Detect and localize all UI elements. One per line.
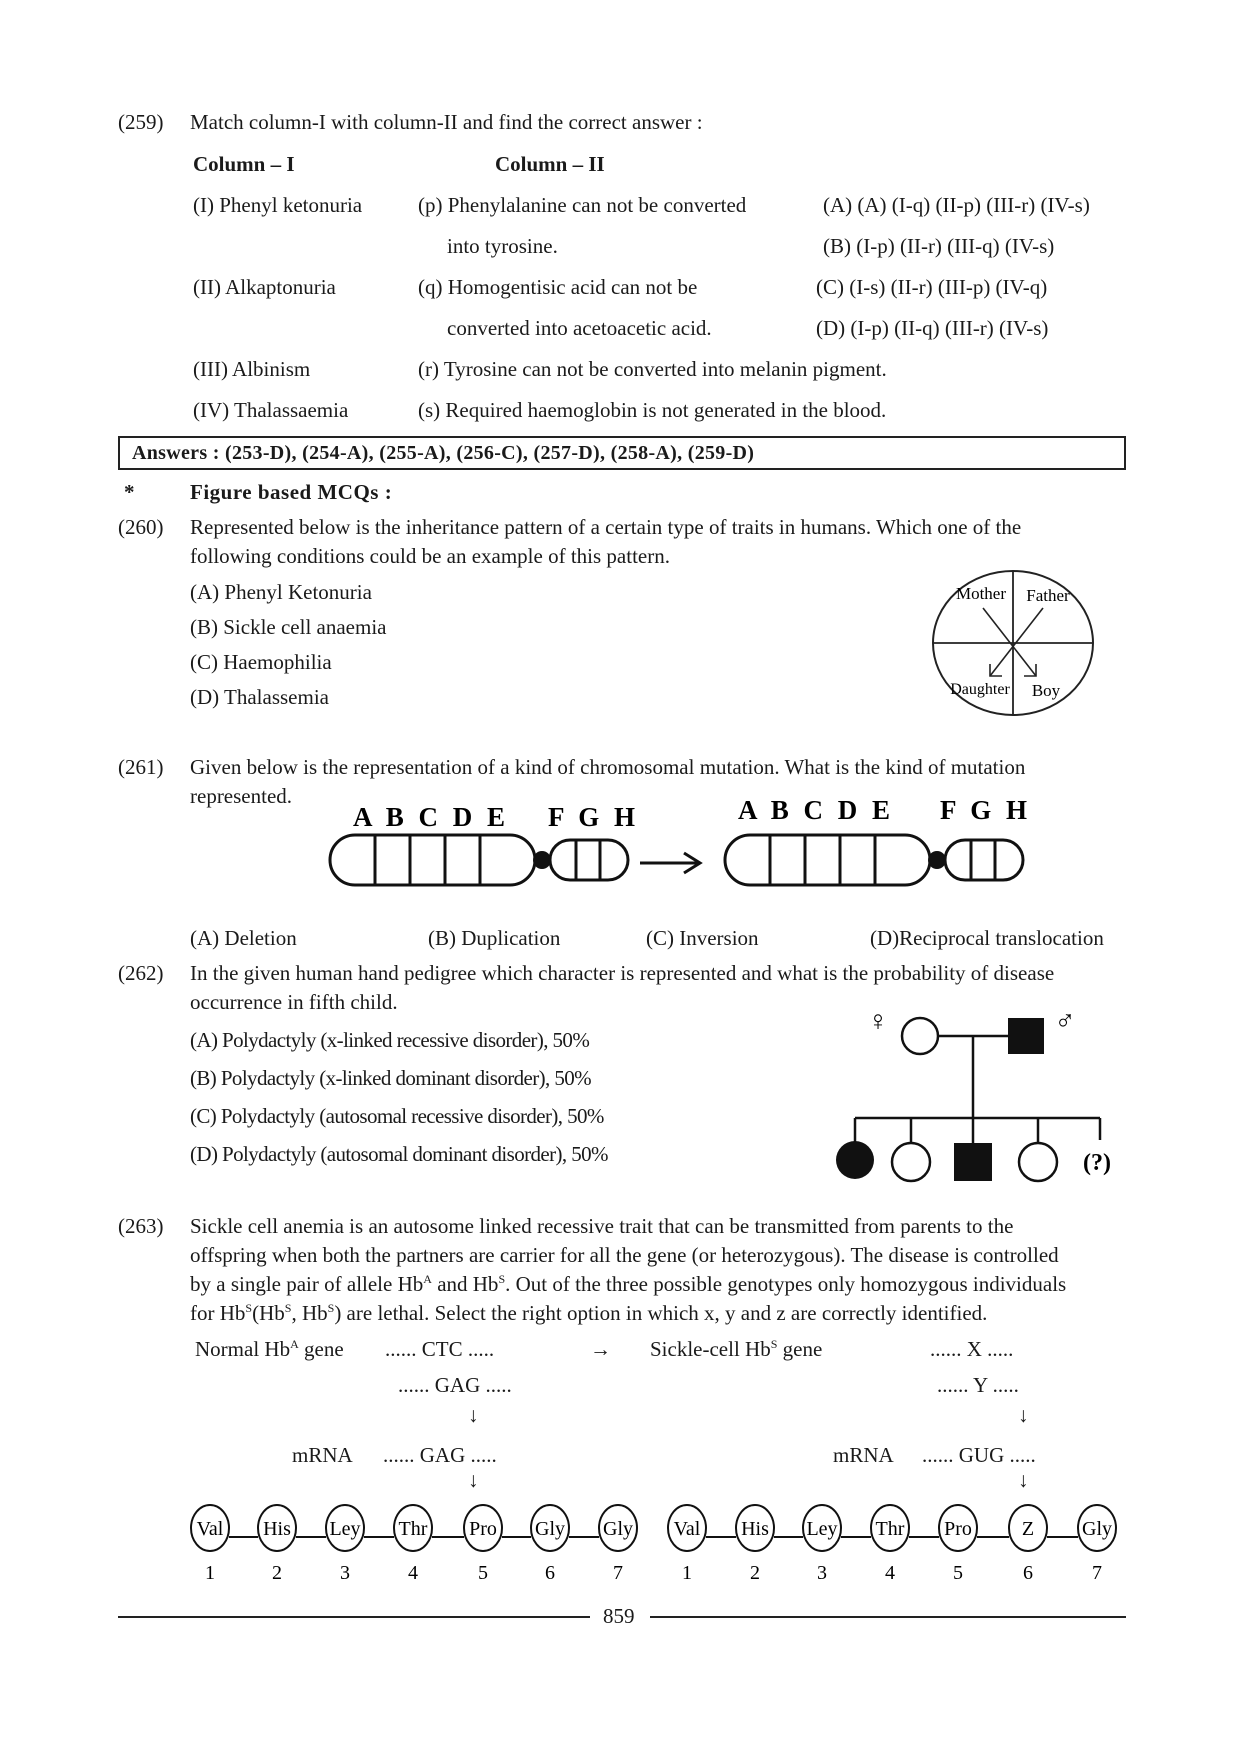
pedigree-child1-affected-female [836,1141,874,1179]
left-chromosome-arm-short [550,840,628,880]
amino-acid-position: 1 [682,1562,692,1584]
q261-stem-line2: represented. [190,784,293,808]
amino-acid-label: Gly [535,1518,565,1540]
label-daughter: Daughter [950,681,1010,698]
q260-stem-line1: Represented below is the inheritance pattern of a certain type of traits in humans. Which one of the [190,515,1022,539]
normal-gene-ctc: ...... CTC ..... [385,1337,495,1361]
q263-line1: Sickle cell anemia is an autosome linked recessive trait that can be transmitted from parents to the [190,1214,1014,1238]
section-title: Figure based MCQs : [190,480,393,504]
q261-option: (C) Inversion [646,926,759,950]
col2-item-q: (q) Homogentisic acid can not be [418,275,698,299]
mrna-label-left: mRNA [292,1443,353,1467]
col1-item: (IV) Thalassaemia [193,398,349,422]
q260-stem-line2: following conditions could be an example of this pattern. [190,544,670,568]
amino-acid-label: Ley [329,1518,361,1540]
pedigree-child3-affected-male [954,1143,992,1181]
right-label-fgh: F G H [940,795,1031,825]
down-arrow-right-1: ↓ [1018,1403,1029,1427]
amino-acid-position: 4 [885,1562,895,1584]
amino-acid-label: Ley [806,1518,838,1540]
amino-acid-position: 2 [750,1562,760,1584]
col1-item: (III) Albinism [193,357,311,381]
amino-acid-position: 7 [613,1562,623,1584]
female-symbol: ♀ [867,1006,889,1037]
amino-acid-label: Pro [469,1518,497,1540]
q263-line2: offspring when both the partners are carrier for all the gene (or heterozygous). The disease is controlled [190,1243,1059,1267]
inheritance-diagram [928,568,1098,718]
col2-item-p-cont: into tyrosine. [447,234,558,258]
q262-option: (B) Polydactyly (x-linked dominant disorder), 50% [190,1066,592,1090]
q261-option: (A) Deletion [190,926,297,950]
q260-option: (B) Sickle cell anaemia [190,615,387,639]
amino-acid-position: 3 [817,1562,827,1584]
col1-item: (II) Alkaptonuria [193,275,336,299]
left-label-abcde: A B C D E [353,802,510,832]
q262-stem-line2: occurrence in fifth child. [190,990,398,1014]
right-centromere [928,851,946,869]
pedigree-child4-female [1019,1143,1057,1181]
left-label-fgh: F G H [548,802,639,832]
q261-stem-line1: Given below is the representation of a kind of chromosomal mutation. What is the kind of mutation [190,755,1026,779]
q262-option: (A) Polydactyly (x-linked recessive disorder), 50% [190,1028,590,1052]
q262-option: (C) Polydactyly (autosomal recessive disorder), 50% [190,1104,604,1128]
amino-acid-label: Thr [875,1518,905,1540]
amino-acid-position: 6 [1023,1562,1033,1584]
q260-option: (D) Thalassemia [190,685,329,709]
chromosome-mutation-diagram [320,795,1040,895]
right-label-abcde: A B C D E [738,795,895,825]
q261-option: (B) Duplication [428,926,561,950]
normal-gene-label: Normal $Hb^A$ gene [195,1337,344,1361]
amino-acid-position: 5 [478,1562,488,1584]
q262-number: (262) [118,961,164,985]
answers-text: Answers : (253-D), (254-A), (255-A), (256-C), (257-D), (258-A), (259-D) [132,442,755,464]
label-father: Father [1026,586,1070,605]
normal-polypeptide-chain [191,1505,637,1584]
col2-item-p: (p) Phenylalanine can not be converted [418,193,747,217]
q260-option: (C) Haemophilia [190,650,332,674]
right-chromosome-arm-short [945,840,1023,880]
amino-acid-label: Val [196,1518,224,1540]
amino-acid-position: 6 [545,1562,555,1584]
column1-header: Column – I [193,152,295,176]
amino-acid-position: 4 [408,1562,418,1584]
amino-acid-position: 3 [340,1562,350,1584]
q260-option: (A) Phenyl Ketonuria [190,580,372,604]
amino-acid-label: His [263,1518,291,1540]
q261-option: (D)Reciprocal translocation [870,926,1104,950]
footer-rule-right [650,1616,1126,1618]
q263-line3: by a single pair of allele $Hb^A$ and $Hb^S$. Out of the three possible genotypes only homozygous individuals [190,1272,1067,1296]
pedigree-chart [830,1000,1130,1200]
mrna-gag: ...... GAG ..... [383,1443,497,1467]
left-centromere [533,851,551,869]
amino-acid-label: Gly [603,1518,633,1540]
sickle-gene-y: ...... Y ..... [937,1373,1019,1397]
right-chromosome-arm-long [725,835,930,885]
sickle-gene-label: Sickle-cell $Hb^S$ gene [650,1337,823,1361]
amino-acid-label: Z [1021,1518,1035,1540]
footer-rule-left [118,1616,590,1618]
pedigree-child2-female [892,1143,930,1181]
answers-box [118,436,1126,470]
q261-number: (261) [118,755,164,779]
amino-acid-chains [180,1500,1130,1590]
gene-arrow: → [590,1337,611,1361]
q259-option: (D) (I-p) (II-q) (III-r) (IV-s) [816,316,1049,340]
label-mother: Mother [955,584,1007,603]
col2-item-s: (s) Required haemoglobin is not generated in the blood. [418,398,887,422]
section-bullet: * [124,480,135,504]
q262-stem-line1: In the given human hand pedigree which character is represented and what is the probability of disease [190,961,1055,985]
amino-acid-label: Gly [1082,1518,1112,1540]
col1-item: (I) Phenyl ketonuria [193,193,363,217]
normal-gene-gag: ...... GAG ..... [398,1373,512,1397]
q260-number: (260) [118,515,164,539]
q262-option: (D) Polydactyly (autosomal dominant disorder), 50% [190,1142,608,1166]
amino-acid-label: Pro [944,1518,972,1540]
column2-header: Column – II [495,152,605,176]
q259-stem: Match column-I with column-II and find the correct answer : [190,110,703,134]
down-arrow-left-1: ↓ [468,1403,479,1427]
mrna-label-right: mRNA [833,1443,894,1467]
label-boy: Boy [1031,681,1061,700]
col2-item-q-cont: converted into acetoacetic acid. [447,316,712,340]
q263-line4: for $Hb^S(Hb^S$, $Hb^S$) are lethal. Select the right option in which x, y and z are correctly identified. [190,1301,988,1325]
amino-acid-position: 2 [272,1562,282,1584]
page-number: 859 [603,1604,635,1628]
pedigree-unknown-child: (?) [1083,1150,1111,1176]
amino-acid-label: Thr [398,1518,428,1540]
amino-acid-position: 1 [205,1562,215,1584]
mrna-gug: ...... GUG ..... [922,1443,1036,1467]
q259-number: (259) [118,110,164,134]
pedigree-mother [902,1018,938,1054]
col2-item-r: (r) Tyrosine can not be converted into melanin pigment. [418,357,887,381]
amino-acid-position: 5 [953,1562,963,1584]
q259-option: (C) (I-s) (II-r) (III-p) (IV-q) [816,275,1048,299]
male-symbol: ♂ [1054,1006,1076,1037]
q259-option: (B) (I-p) (II-r) (III-q) (IV-s) [823,234,1055,258]
down-arrow-left-2: ↓ [468,1468,479,1492]
q259-option: (A) (A) (I-q) (II-p) (III-r) (IV-s) [823,193,1090,217]
sickle-gene-x: ...... X ..... [930,1337,1014,1361]
amino-acid-label: Val [673,1518,701,1540]
sickle-polypeptide-chain [668,1505,1116,1584]
pedigree-father-affected [1008,1018,1044,1054]
q263-number: (263) [118,1214,164,1238]
down-arrow-right-2: ↓ [1018,1468,1029,1492]
left-chromosome-arm-long [330,835,535,885]
amino-acid-label: His [741,1518,769,1540]
amino-acid-position: 7 [1092,1562,1102,1584]
